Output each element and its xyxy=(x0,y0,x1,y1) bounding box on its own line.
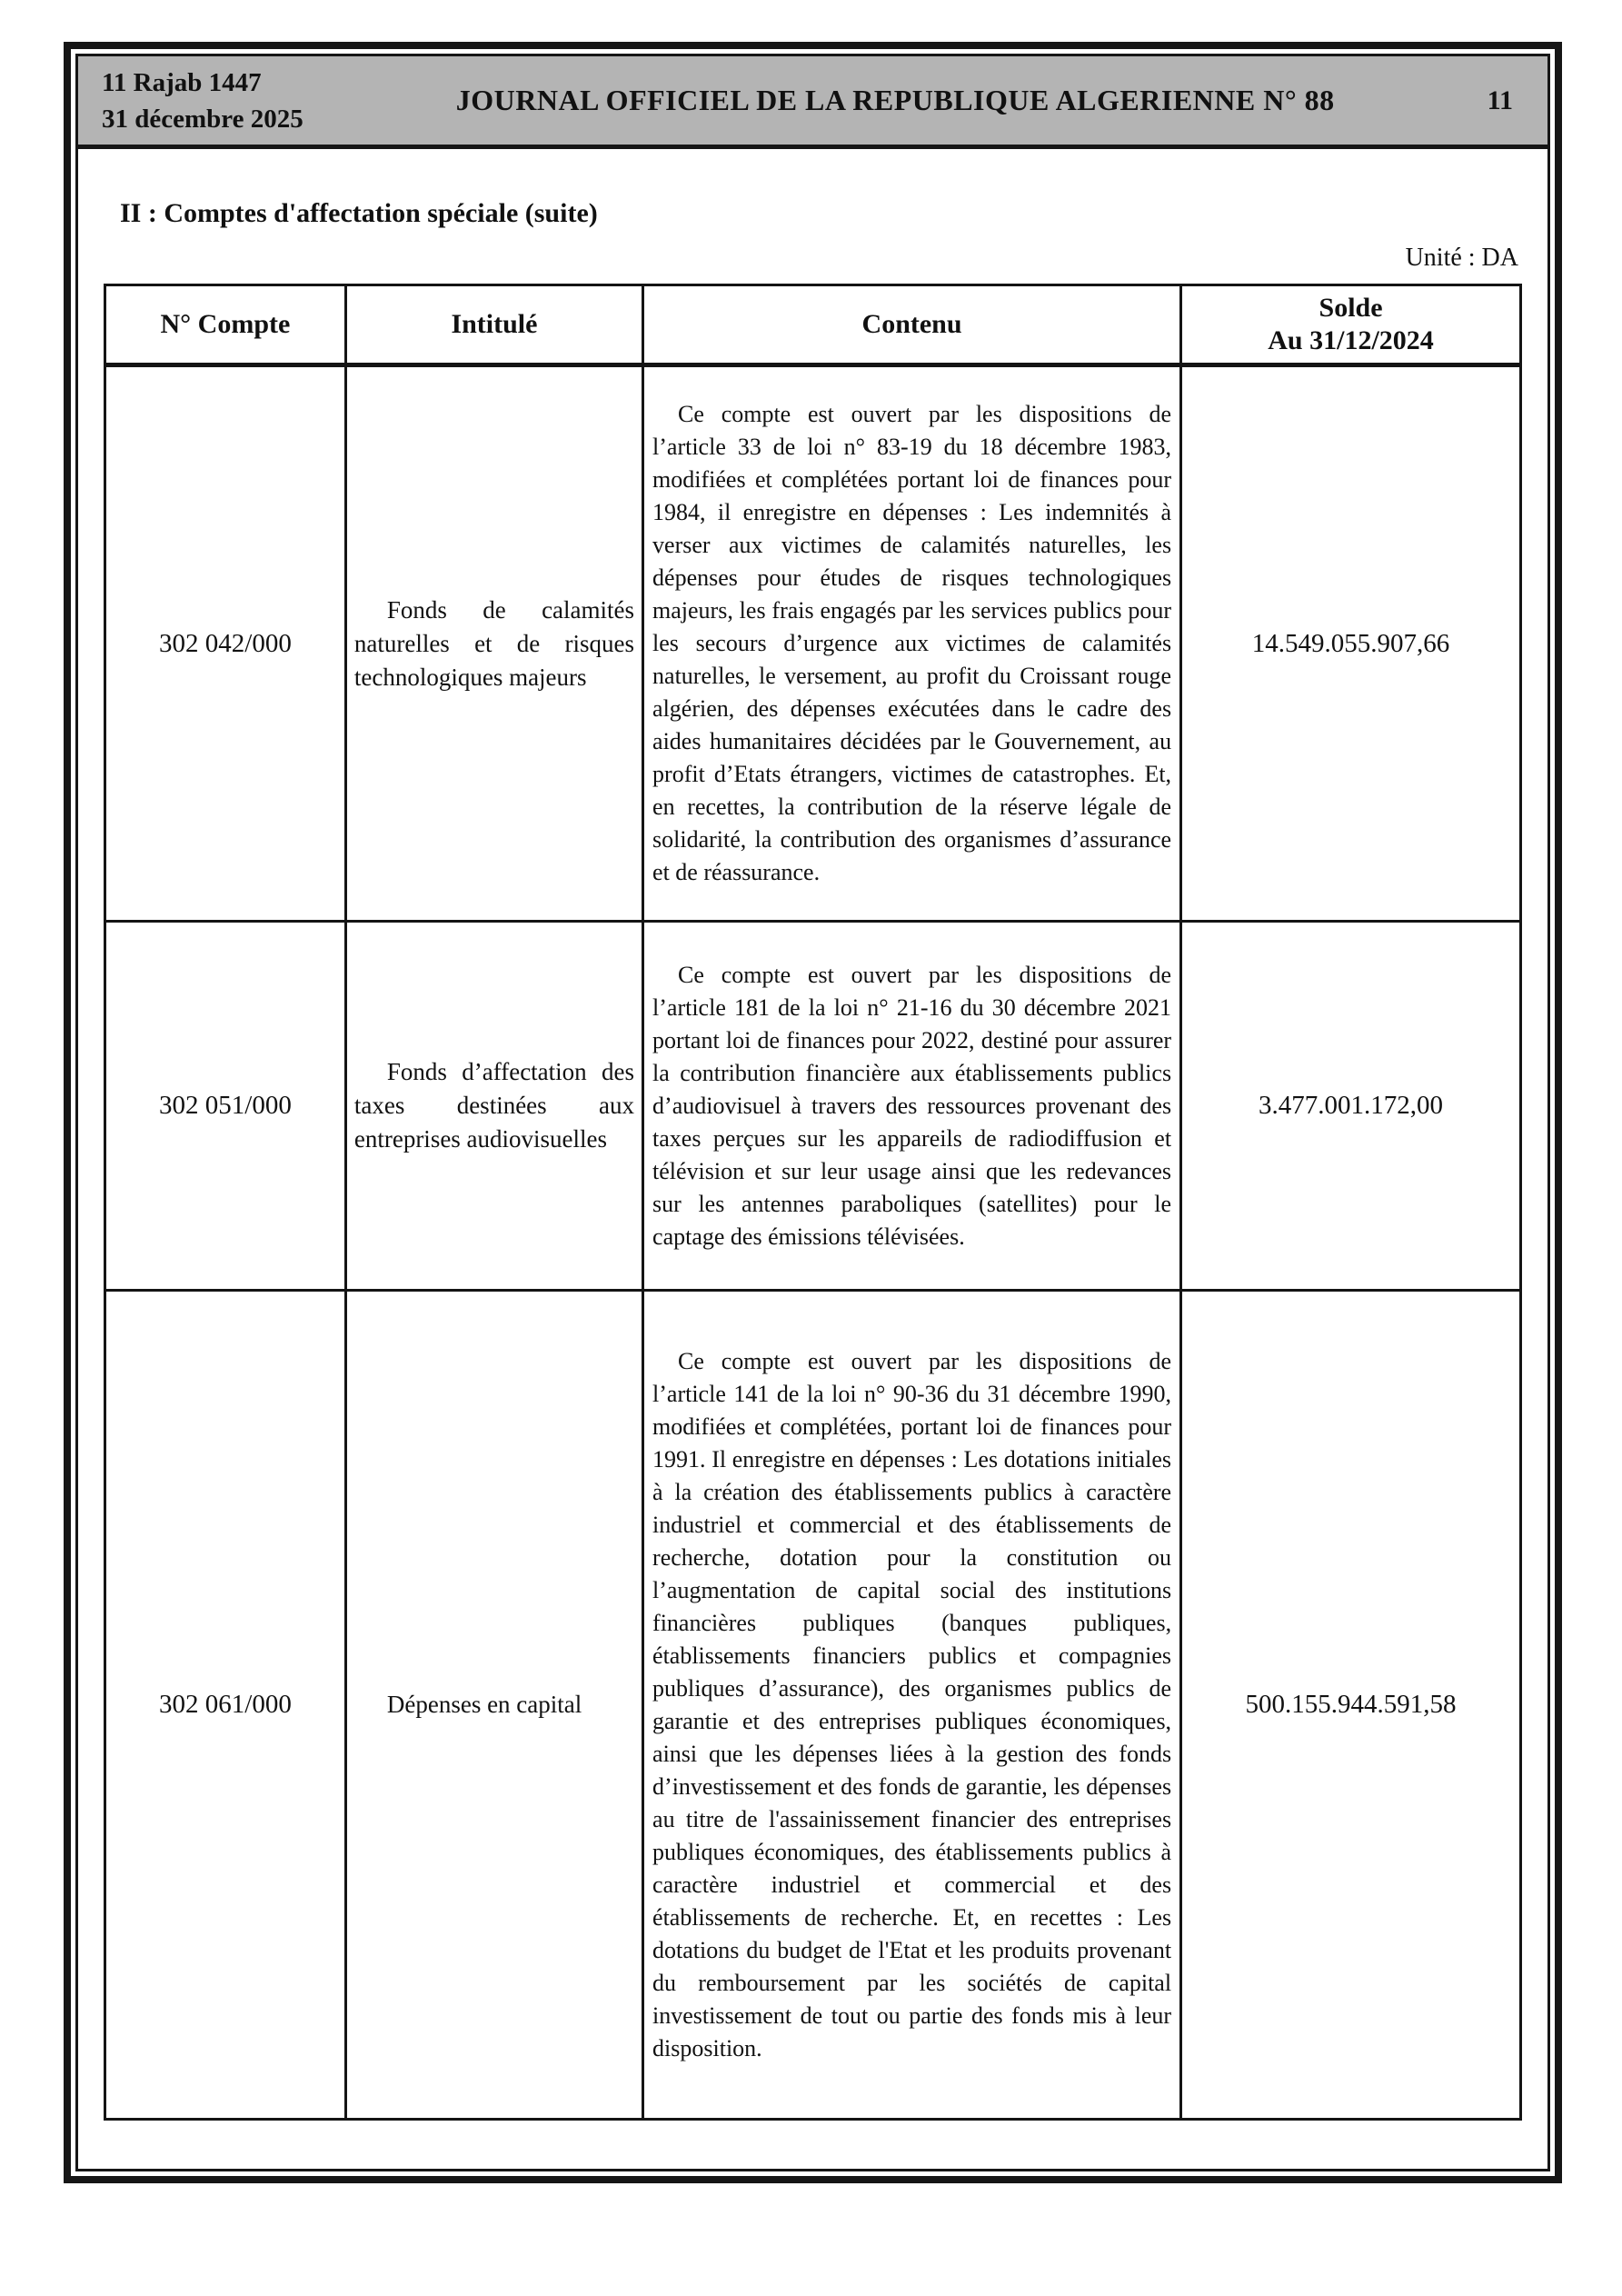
account-description: Ce compte est ouvert par les dispositions de l’article 33 de loi n° 83-19 du 18 décembre 1983, modifiées et complétées portant loi de finances pour 1984, il enregistre en dépenses : Les indemnités à verser aux victimes de calamités naturelles, les dépenses pour études de risques technologiques majeurs, les frais engagés par les services publics pour les secours d’urgence aux victimes de calamités naturelles, le versement, au profit du Croissant rouge algérien, des dépenses exécutées dans le cadre des aides humanitaires décidées par le Gouvernement, au profit d’Etats étrangers, victimes de catastrophes. Et, en recettes, la contribution de la réserve légale de solidarité, la contribution des organismes d’assurance et de réassurance. xyxy=(643,365,1181,922)
account-title: Fonds de calamités naturelles et de risques technologiques majeurs xyxy=(345,365,642,922)
table-row xyxy=(105,365,1521,922)
account-number: 302 061/000 xyxy=(105,1291,346,2120)
journal-masthead xyxy=(78,56,1547,149)
gregorian-date: 31 décembre 2025 xyxy=(102,104,304,134)
section-title: II : Comptes d'affectation spéciale (suite) xyxy=(120,198,598,228)
col-header-intitule: Intitulé xyxy=(345,285,642,365)
col-header-solde xyxy=(1181,285,1521,365)
page-number: 11 xyxy=(1487,85,1513,115)
page-inner-frame xyxy=(75,54,1550,2171)
page-frame xyxy=(64,42,1562,2183)
account-description: Ce compte est ouvert par les dispositions de l’article 181 de la loi n° 21-16 du 30 décembre 2021 portant loi de finances pour 2022, destiné pour assurer la contribution financière aux établissements publics d’audiovisuel à travers des ressources provenant des taxes perçues sur les appareils de radiodiffusion et télévision et sur leur usage ainsi que les redevances sur les antennes paraboliques (satellites) pour le captage des émissions télévisées. xyxy=(643,922,1181,1291)
solde-header-line2: Au 31/12/2024 xyxy=(1268,325,1434,355)
account-balance: 14.549.055.907,66 xyxy=(1181,365,1521,922)
issue-dates xyxy=(102,65,304,137)
hijri-date: 11 Rajab 1447 xyxy=(102,67,262,97)
account-balance: 3.477.001.172,00 xyxy=(1181,922,1521,1291)
account-title: Fonds d’affectation des taxes destinées aux entreprises audiovisuelles xyxy=(345,922,642,1291)
page-content xyxy=(78,198,1547,2121)
account-number: 302 042/000 xyxy=(105,365,346,922)
account-description: Ce compte est ouvert par les dispositions de l’article 141 de la loi n° 90-36 du 31 décembre 1990, modifiées et complétées, portant loi de finances pour 1991. Il enregistre en dépenses : Les dotations initiales à la création des établissements publics à caractère industriel et commercial et des établissements de recherche, dotation pour la constitution ou l’augmentation de capital social des institutions financières publiques (banques publiques, établissements financiers publics et compagnies publiques d’assurance), des organismes publics de garantie et des entreprises publiques économiques, ainsi que les dépenses liées à la gestion des fonds d’investissement et des fonds de garantie, les dépenses au titre de l'assainissement financier des entreprises publiques économiques, des établissements publics à caractère industriel et commercial et des établissements de recherche. Et, en recettes : Les dotations du budget de l'Etat et les produits provenant du remboursement par les sociétés de capital investissement de tout ou partie des fonds mis à leur disposition. xyxy=(643,1291,1181,2120)
journal-title: JOURNAL OFFICIEL DE LA REPUBLIQUE ALGERIENNE N° 88 xyxy=(455,84,1335,116)
special-accounts-table xyxy=(104,284,1522,2121)
account-balance: 500.155.944.591,58 xyxy=(1181,1291,1521,2120)
account-number: 302 051/000 xyxy=(105,922,346,1291)
table-row xyxy=(105,1291,1521,2120)
solde-header-line1: Solde xyxy=(1318,293,1383,323)
col-header-contenu: Contenu xyxy=(643,285,1181,365)
table-header-row xyxy=(105,285,1521,365)
unit-label: Unité : DA xyxy=(1405,244,1518,272)
table-row xyxy=(105,922,1521,1291)
account-title: Dépenses en capital xyxy=(345,1291,642,2120)
col-header-compte: N° Compte xyxy=(105,285,346,365)
